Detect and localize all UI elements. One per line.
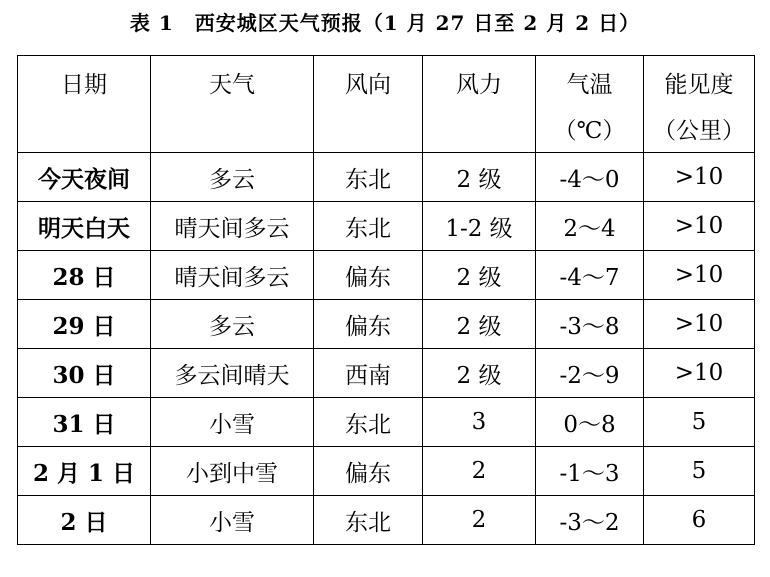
cell-wind-force: 2 级 — [423, 251, 536, 300]
cell-wind-direction: 偏东 — [314, 300, 423, 349]
table-row — [18, 202, 755, 251]
table-row — [18, 349, 755, 398]
cell-wind-direction: 西南 — [314, 349, 423, 398]
header-visibility-label: 能见度 — [664, 72, 734, 98]
cell-date: 今天夜间 — [18, 153, 151, 202]
cell-wind-force: 2 级 — [423, 349, 536, 398]
cell-wind-force: 1-2 级 — [423, 202, 536, 251]
cell-temperature: -4～7 — [536, 251, 644, 300]
cell-weather: 小雪 — [151, 496, 314, 545]
cell-date: 明天白天 — [18, 202, 151, 251]
table-row — [18, 398, 755, 447]
header-temperature-unit: （℃） — [553, 118, 626, 144]
cell-wind-direction: 偏东 — [314, 251, 423, 300]
table-row — [18, 251, 755, 300]
cell-date: 28 日 — [18, 251, 151, 300]
cell-weather: 多云 — [151, 153, 314, 202]
cell-visibility: >10 — [644, 202, 755, 251]
header-temperature-label: 气温 — [566, 72, 613, 98]
header-date-label: 日期 — [61, 72, 107, 98]
table-header-row — [18, 56, 755, 153]
header-date — [18, 56, 151, 153]
cell-wind-force: 2 级 — [423, 300, 536, 349]
cell-visibility: >10 — [644, 349, 755, 398]
cell-wind-force: 2 — [423, 447, 536, 496]
cell-weather: 小到中雪 — [151, 447, 314, 496]
header-visibility-unit: （公里） — [653, 118, 745, 144]
header-visibility — [644, 56, 755, 153]
cell-weather: 多云间晴天 — [151, 349, 314, 398]
header-wind-direction — [314, 56, 423, 153]
cell-visibility: 5 — [644, 398, 755, 447]
table-row — [18, 300, 755, 349]
cell-date: 2 月 1 日 — [18, 447, 151, 496]
cell-date: 30 日 — [18, 349, 151, 398]
cell-visibility: >10 — [644, 153, 755, 202]
cell-visibility: 5 — [644, 447, 755, 496]
cell-wind-force: 2 级 — [423, 153, 536, 202]
cell-wind-force: 3 — [423, 398, 536, 447]
cell-wind-direction: 东北 — [314, 153, 423, 202]
cell-wind-direction: 东北 — [314, 496, 423, 545]
cell-visibility: 6 — [644, 496, 755, 545]
cell-temperature: -3～2 — [536, 496, 644, 545]
cell-temperature: -4～0 — [536, 153, 644, 202]
cell-wind-direction: 东北 — [314, 202, 423, 251]
header-wind-force-label: 风力 — [456, 72, 502, 98]
cell-weather: 小雪 — [151, 398, 314, 447]
cell-visibility: >10 — [644, 251, 755, 300]
cell-date: 29 日 — [18, 300, 151, 349]
cell-weather: 晴天间多云 — [151, 202, 314, 251]
table-caption: 表 1 西安城区天气预报（1 月 27 日至 2 月 2 日） — [129, 11, 641, 35]
table-row — [18, 447, 755, 496]
cell-temperature: -3～8 — [536, 300, 644, 349]
cell-wind-direction: 东北 — [314, 398, 423, 447]
header-temperature — [536, 56, 644, 153]
cell-temperature: -2～9 — [536, 349, 644, 398]
header-wind-force — [423, 56, 536, 153]
header-wind-direction-label: 风向 — [345, 72, 391, 98]
cell-visibility: >10 — [644, 300, 755, 349]
cell-date: 31 日 — [18, 398, 151, 447]
table-row — [18, 496, 755, 545]
cell-temperature: 0～8 — [536, 398, 644, 447]
header-weather — [151, 56, 314, 153]
cell-weather: 多云 — [151, 300, 314, 349]
cell-wind-force: 2 — [423, 496, 536, 545]
cell-date: 2 日 — [18, 496, 151, 545]
weather-forecast-table — [17, 55, 755, 545]
header-weather-label: 天气 — [209, 72, 255, 98]
table-row — [18, 153, 755, 202]
cell-weather: 晴天间多云 — [151, 251, 314, 300]
cell-temperature: 2～4 — [536, 202, 644, 251]
cell-temperature: -1～3 — [536, 447, 644, 496]
cell-wind-direction: 偏东 — [314, 447, 423, 496]
